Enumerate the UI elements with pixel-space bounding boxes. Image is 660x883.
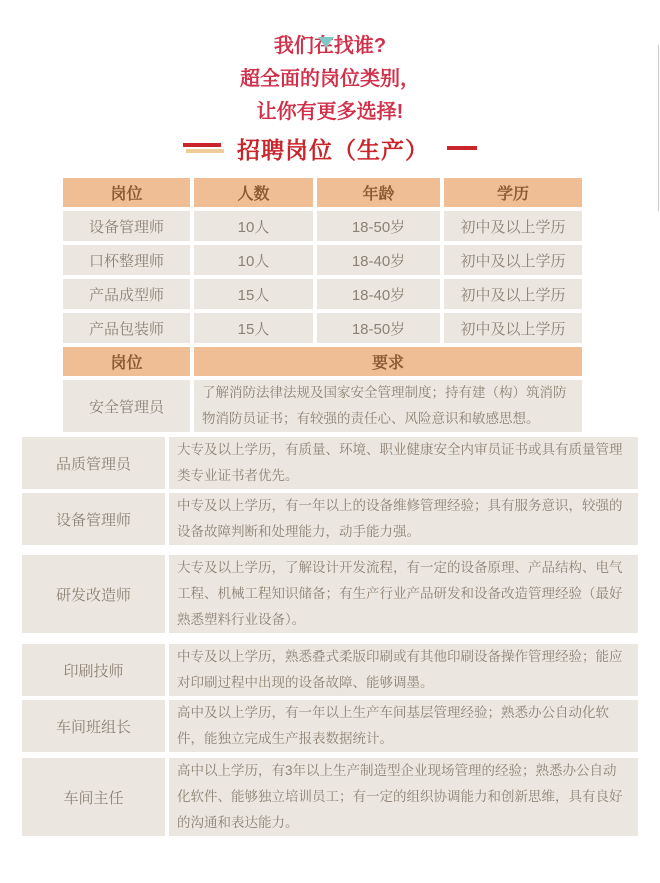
column-header: 要求 <box>194 347 582 376</box>
requirements-group <box>22 437 638 545</box>
requirement-cell <box>169 555 638 633</box>
column-header: 岗位 <box>63 347 190 376</box>
table-cell: 初中及以上学历 <box>444 279 582 309</box>
requirements-detail-rows <box>0 437 660 836</box>
column-header: 学历 <box>444 178 582 207</box>
position-label-cell: 品质管理员 <box>22 437 165 489</box>
requirement-cell <box>169 437 638 489</box>
column-header: 岗位 <box>63 178 190 207</box>
table-cell: 设备管理师 <box>63 211 190 241</box>
intro-line: 我们在找谁? <box>273 35 387 57</box>
positions-table <box>63 178 582 343</box>
table-cell: 15人 <box>194 279 313 309</box>
requirements-header-table <box>63 347 582 432</box>
requirement-text: 了解消防法律法规及国家安全管理制度；持有建（构）筑消防物消防员证书；有较强的责任心、风险意识和敏感思想。 <box>202 385 567 426</box>
title-line-left-icon <box>183 143 225 153</box>
requirements-group <box>22 555 638 633</box>
recruitment-page <box>0 30 660 883</box>
position-label-cell: 车间主任 <box>22 758 165 836</box>
table-cell: 15人 <box>194 313 313 343</box>
position-label-cell: 设备管理师 <box>22 493 165 545</box>
table-cell: 10人 <box>194 245 313 275</box>
column-header: 人数 <box>194 178 313 207</box>
requirement-text: 高中及以上学历，有一年以上生产车间基层管理经验；熟悉办公自动化软件，能独立完成生产报表数据统计。 <box>177 705 609 746</box>
requirement-text: 中专及以上学历，有一年以上的设备维修管理经验；具有服务意识，较强的设备故障判断和处理能力，动手能力强。 <box>177 498 623 539</box>
position-label-cell: 研发改造师 <box>22 555 165 633</box>
requirement-text: 大专及以上学历，有质量、环境、职业健康安全内审员证书或具有质量管理类专业证书者优先。 <box>177 442 623 483</box>
right-border-line <box>658 45 659 211</box>
requirements-group <box>22 758 638 836</box>
table-cell: 产品成型师 <box>63 279 190 309</box>
requirement-cell <box>194 380 582 432</box>
position-label-cell: 安全管理员 <box>63 380 190 432</box>
table-cell: 初中及以上学历 <box>444 211 582 241</box>
requirement-text: 大专及以上学历，了解设计开发流程，有一定的设备原理、产品结构、电气工程、机械工程知识储备；有生产行业产品研发和设备改造管理经验（最好熟悉塑料行业设备）。 <box>177 560 623 627</box>
table-cell: 18-40岁 <box>317 279 440 309</box>
position-label-cell: 印刷技师 <box>22 644 165 696</box>
table-cell: 18-40岁 <box>317 245 440 275</box>
section-title-row <box>0 131 660 165</box>
table-cell: 初中及以上学历 <box>444 313 582 343</box>
table-cell: 产品包装师 <box>63 313 190 343</box>
title-line-right-icon <box>447 146 477 150</box>
requirement-cell <box>169 493 638 545</box>
intro-line: 让你有更多选择! <box>256 101 404 123</box>
column-header: 年龄 <box>317 178 440 207</box>
table-cell: 18-50岁 <box>317 211 440 241</box>
requirement-text: 中专及以上学历，熟悉叠式柔版印刷或有其他印刷设备操作管理经验；能应对印刷过程中出现的设备故障、能够调墨。 <box>177 649 623 690</box>
requirement-text: 高中以上学历，有3年以上生产制造型企业现场管理的经验；熟悉办公自动化软件、能够独立培训员工；有一定的组织协调能力和创新思维，具有良好的沟通和表达能力。 <box>177 763 623 830</box>
table-cell: 10人 <box>194 211 313 241</box>
down-arrow-icon <box>318 37 334 48</box>
position-label-cell: 车间班组长 <box>22 700 165 752</box>
requirement-cell <box>169 758 638 836</box>
requirements-group <box>22 644 638 752</box>
intro-line: 超全面的岗位类别， <box>240 68 420 90</box>
page-title: 招聘岗位（生产） <box>237 136 429 163</box>
requirement-cell <box>169 644 638 696</box>
table-cell: 口杯整理师 <box>63 245 190 275</box>
table-cell: 18-50岁 <box>317 313 440 343</box>
requirement-cell <box>169 700 638 752</box>
table-cell: 初中及以上学历 <box>444 245 582 275</box>
